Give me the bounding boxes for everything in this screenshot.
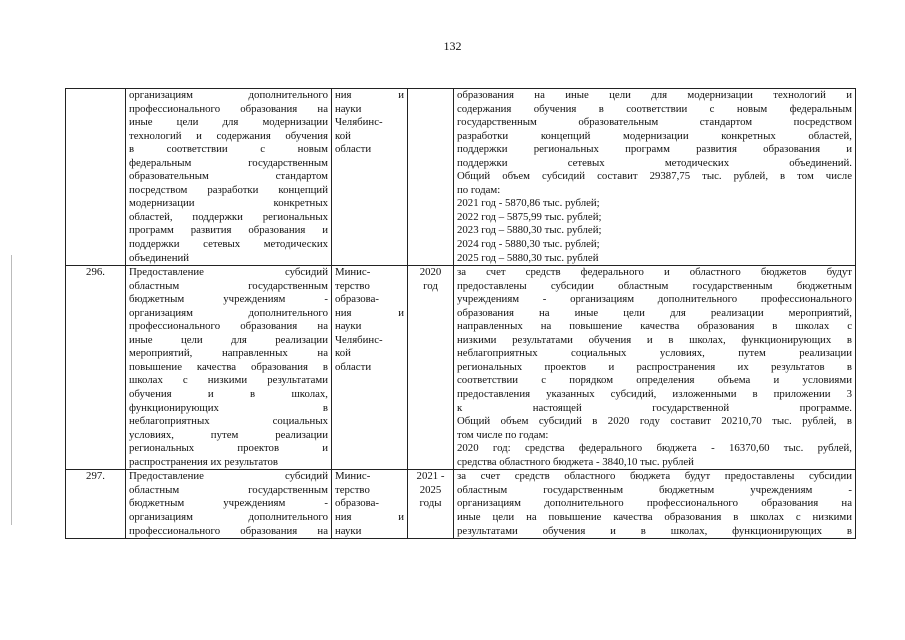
text-line: содержания обучения в соответствии с новым федеральным (457, 102, 852, 115)
text-line: науки (335, 102, 362, 115)
text-line: условиях, путем реализации (129, 428, 328, 441)
text-line: ния и (335, 306, 404, 319)
text-line: поддержки региональных программ развития образования и (457, 143, 852, 156)
text-line: в соответствии с новым (129, 143, 328, 156)
text-line: предоставлены субсидии областным государственным бюджетным (457, 279, 852, 292)
text-line: Предоставление субсидий (129, 470, 328, 483)
text-line: Челябинс- (335, 333, 383, 346)
text-line: организациям дополнительного (129, 306, 328, 319)
text-line: результатами обучения и в школах, функционирующих в (457, 524, 852, 537)
text-line: 2025 год – 5880,30 тыс. рублей (457, 251, 599, 264)
text-line: Предоставление субсидий (129, 266, 328, 279)
event-cell (126, 89, 332, 266)
text-line: школах с низкими результатами (129, 374, 328, 387)
text-line: терство (335, 483, 370, 496)
years-cell (408, 89, 454, 266)
text-line: региональных проектов и (129, 442, 328, 455)
executor-cell (332, 89, 408, 266)
text-line: ния и (335, 510, 404, 523)
text-line: Общий объем субсидий в 2020 году составит 20210,70 тыс. рублей, в (457, 415, 852, 428)
table-row (66, 266, 856, 470)
text-line: 2020 (419, 266, 442, 279)
text-line: разработки концепций модернизации конкретных областей, (457, 129, 852, 142)
text-line: направленных на повышение качества образования в школах с (457, 320, 852, 333)
text-line: кой (335, 347, 351, 360)
text-line: федеральным государственным (129, 156, 328, 169)
page-number: 132 (443, 39, 462, 53)
text-line: 2024 год - 5880,30 тыс. рублей; (457, 238, 600, 251)
executor-cell (332, 266, 408, 470)
row-number: 296. (66, 266, 126, 470)
text-line: иные цели для модернизации (129, 116, 328, 129)
text-line: областей, поддержки региональных (129, 210, 328, 223)
text-line: модернизации конкретных (129, 197, 328, 210)
text-line: технологий и содержания обучения (129, 129, 328, 142)
text-line: обучения и в школах, (129, 388, 328, 401)
text-line: объединений (129, 251, 190, 264)
text-line: Минис- (335, 470, 371, 483)
text-line: областным государственным (129, 279, 328, 292)
event-cell (126, 266, 332, 470)
funding-cell (454, 266, 856, 470)
text-line: ния и (335, 89, 404, 101)
text-line: областным государственным бюджетным учреждениям - (457, 483, 852, 496)
text-line: профессионального образования на (129, 320, 328, 333)
text-line: образования на иные цели для реализации мероприятий, (457, 306, 852, 319)
text-line: региональных проектов и распространения их результатов в (457, 360, 852, 373)
text-line: за счет средств областного бюджета будут предоставлены субсидии (457, 470, 852, 483)
text-line: учреждениям - организациям дополнительного профессионального (457, 293, 852, 306)
text-line: низкими результатами обучения и в школах, функционирующих в (457, 333, 852, 346)
text-line: программ развития образования и (129, 224, 328, 237)
text-line: по годам: (457, 183, 501, 196)
text-line: организациям дополнительного (129, 89, 328, 101)
text-line: 2023 год – 5880,30 тыс. рублей; (457, 224, 602, 237)
text-line: к настоящей государственной программе. (457, 401, 852, 414)
text-line: соответствии с порядком определения объема и условиями (457, 374, 852, 387)
text-line: Общий объем субсидий составит 29387,75 тыс. рублей, в том числе (457, 170, 852, 183)
text-line: терство (335, 279, 370, 292)
text-line: кой (335, 129, 351, 142)
text-line: науки (335, 320, 362, 333)
text-line: годы (419, 497, 442, 510)
text-line: образова- (335, 293, 380, 306)
text-line: бюджетным учреждениям - (129, 293, 328, 306)
text-line: науки (335, 524, 362, 537)
text-line: распространения их результатов (129, 455, 278, 468)
margin-rule (11, 255, 12, 525)
text-line: образования на иные цели для модернизации технологий и (457, 89, 852, 101)
text-line: 2022 год – 5875,99 тыс. рублей; (457, 210, 602, 223)
text-line: профессионального образования на (129, 102, 328, 115)
text-line: средства областного бюджета - 3840,10 тыс. рублей (457, 455, 694, 468)
text-line: иные цели на повышение качества образования в школах с низкими (457, 510, 852, 523)
funding-cell (454, 89, 856, 266)
text-line: мероприятий, направленных на (129, 347, 328, 360)
text-line: профессионального образования на (129, 524, 328, 537)
row-number: 297. (66, 470, 126, 539)
funding-cell (454, 470, 856, 539)
text-line: областным государственным (129, 483, 328, 496)
text-line: области (335, 360, 372, 373)
years-cell (408, 470, 454, 539)
table-row (66, 89, 856, 266)
text-line: образова- (335, 497, 380, 510)
text-line: поддержки сетевых методических (129, 238, 328, 251)
text-line: 2021 - (416, 470, 445, 483)
text-line: области (335, 143, 372, 156)
text-line: предоставления указанных субсидий, изложенными в приложении 3 (457, 388, 852, 401)
text-line: неблагоприятных социальных (129, 415, 328, 428)
years-cell (408, 266, 454, 470)
text-line: бюджетным учреждениям - (129, 497, 328, 510)
text-line: поддержки сетевых методических объединений. (457, 156, 852, 169)
text-line: за счет средств федерального и областного бюджетов будут (457, 266, 852, 279)
text-line: 2025 (419, 483, 442, 496)
text-line: посредством разработки концепций (129, 183, 328, 196)
text-line: Челябинс- (335, 116, 383, 129)
row-number (66, 89, 126, 266)
table-row (66, 470, 856, 539)
text-line: повышение качества образования в (129, 360, 328, 373)
text-line: год (423, 279, 438, 292)
text-line: организациям дополнительного профессионального образования на (457, 497, 852, 510)
text-line: неблагоприятных социальных условиях, путем реализации (457, 347, 852, 360)
text-line: функционирующих в (129, 401, 328, 414)
event-cell (126, 470, 332, 539)
executor-cell (332, 470, 408, 539)
text-line: государственным образовательным стандартом посредством (457, 116, 852, 129)
text-line: том числе по годам: (457, 428, 549, 441)
text-line: образовательным стандартом (129, 170, 328, 183)
text-line: организациям дополнительного (129, 510, 328, 523)
text-line: 2020 год: средства федерального бюджета - 16370,60 тыс. рублей, (457, 442, 852, 455)
text-line: 2021 год - 5870,86 тыс. рублей; (457, 197, 600, 210)
text-line: иные цели для реализации (129, 333, 328, 346)
program-table (65, 88, 856, 539)
text-line: Минис- (335, 266, 371, 279)
